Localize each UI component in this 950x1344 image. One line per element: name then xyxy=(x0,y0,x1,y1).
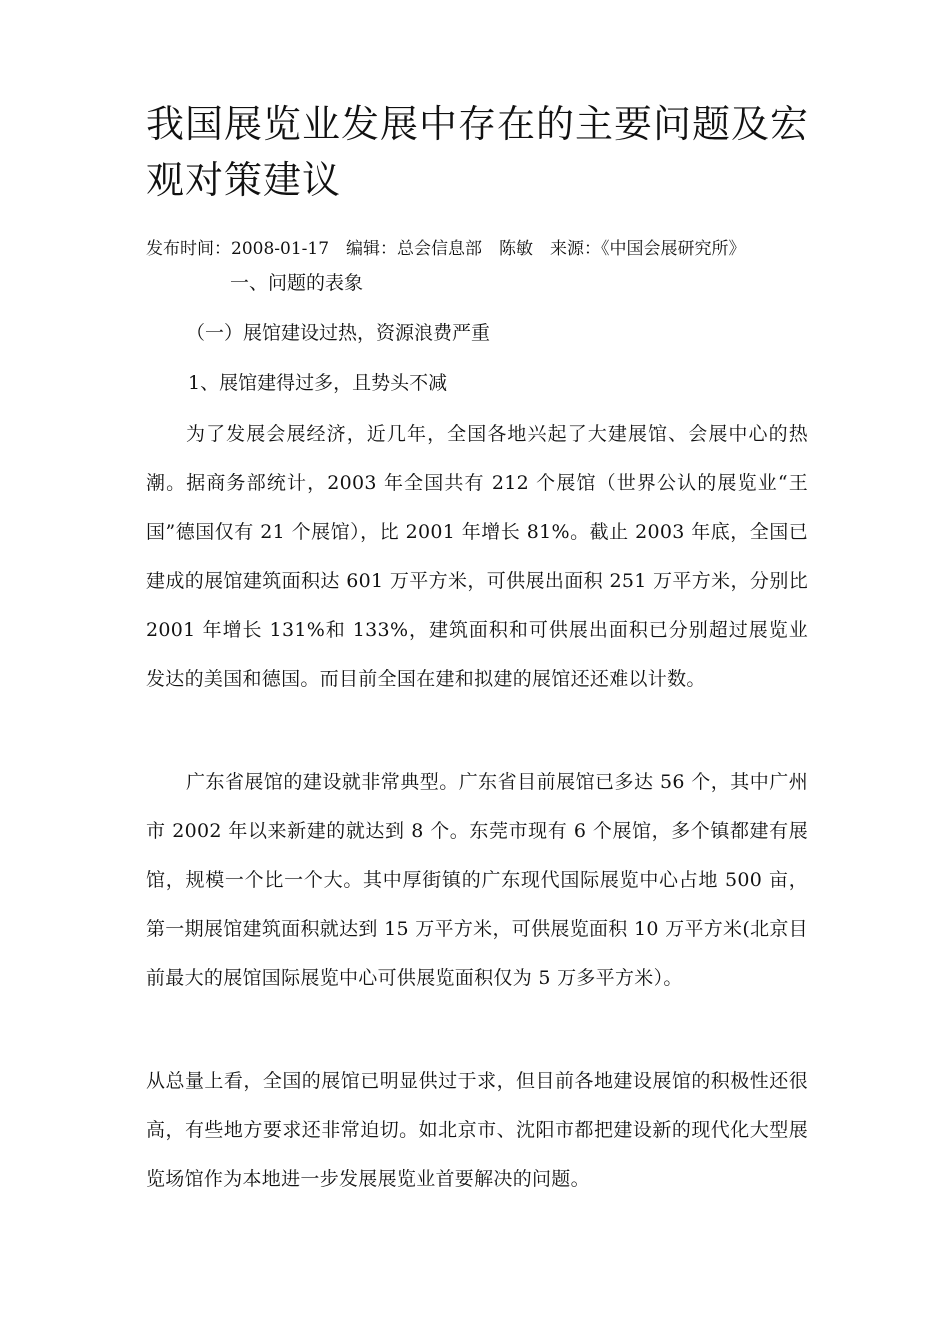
item-heading: 1、展馆建得过多，且势头不减 xyxy=(188,372,448,394)
document-title: 我国展览业发展中存在的主要问题及宏观对策建议 xyxy=(146,102,810,202)
publish-info: 发布时间：2008-01-17 编辑：总会信息部 陈敏 来源：《中国会展研究所》 xyxy=(146,239,746,259)
section-heading: 一、问题的表象 xyxy=(230,272,364,294)
paragraph-3: 从总量上看，全国的展馆已明显供过于求，但目前各地建设展馆的积极性还很高，有些地方要求还非常迫切。如北京市、沈阳市都把建设新的现代化大型展览场馆作为本地进一步发展展览业首要解决的问题。 xyxy=(146,1070,808,1190)
paragraph-1: 为了发展会展经济，近几年，全国各地兴起了大建展馆、会展中心的热潮。据商务部统计，2003 年全国共有 212 个展馆（世界公认的展览业“王国”德国仅有 21 个展馆），比 2001 年增长 81%。截止 2003 年底，全国已建成的展馆建筑面积达 601 万平方米，可供展出面积 251 万平方米，分别比 2001 年增长 131%和 133%，建筑面积和可供展出面积已分别超过展览业发达的美国和德国。而目前全国在建和拟建的展馆还还难以计数。 xyxy=(146,423,808,690)
paragraph-2: 广东省展馆的建设就非常典型。广东省目前展馆已多达 56 个，其中广州市 2002 年以来新建的就达到 8 个。东莞市现有 6 个展馆，多个镇都建有展馆，规模一个比一个大。其中厚街镇的广东现代国际展览中心占地 500 亩，第一期展馆建筑面积就达到 15 万平方米，可供展览面积 10 万平方米(北京目前最大的展馆国际展览中心可供展览面积仅为 5 万多平方米）。 xyxy=(146,771,808,989)
subsection-heading: （一）展馆建设过热，资源浪费严重 xyxy=(186,322,491,344)
